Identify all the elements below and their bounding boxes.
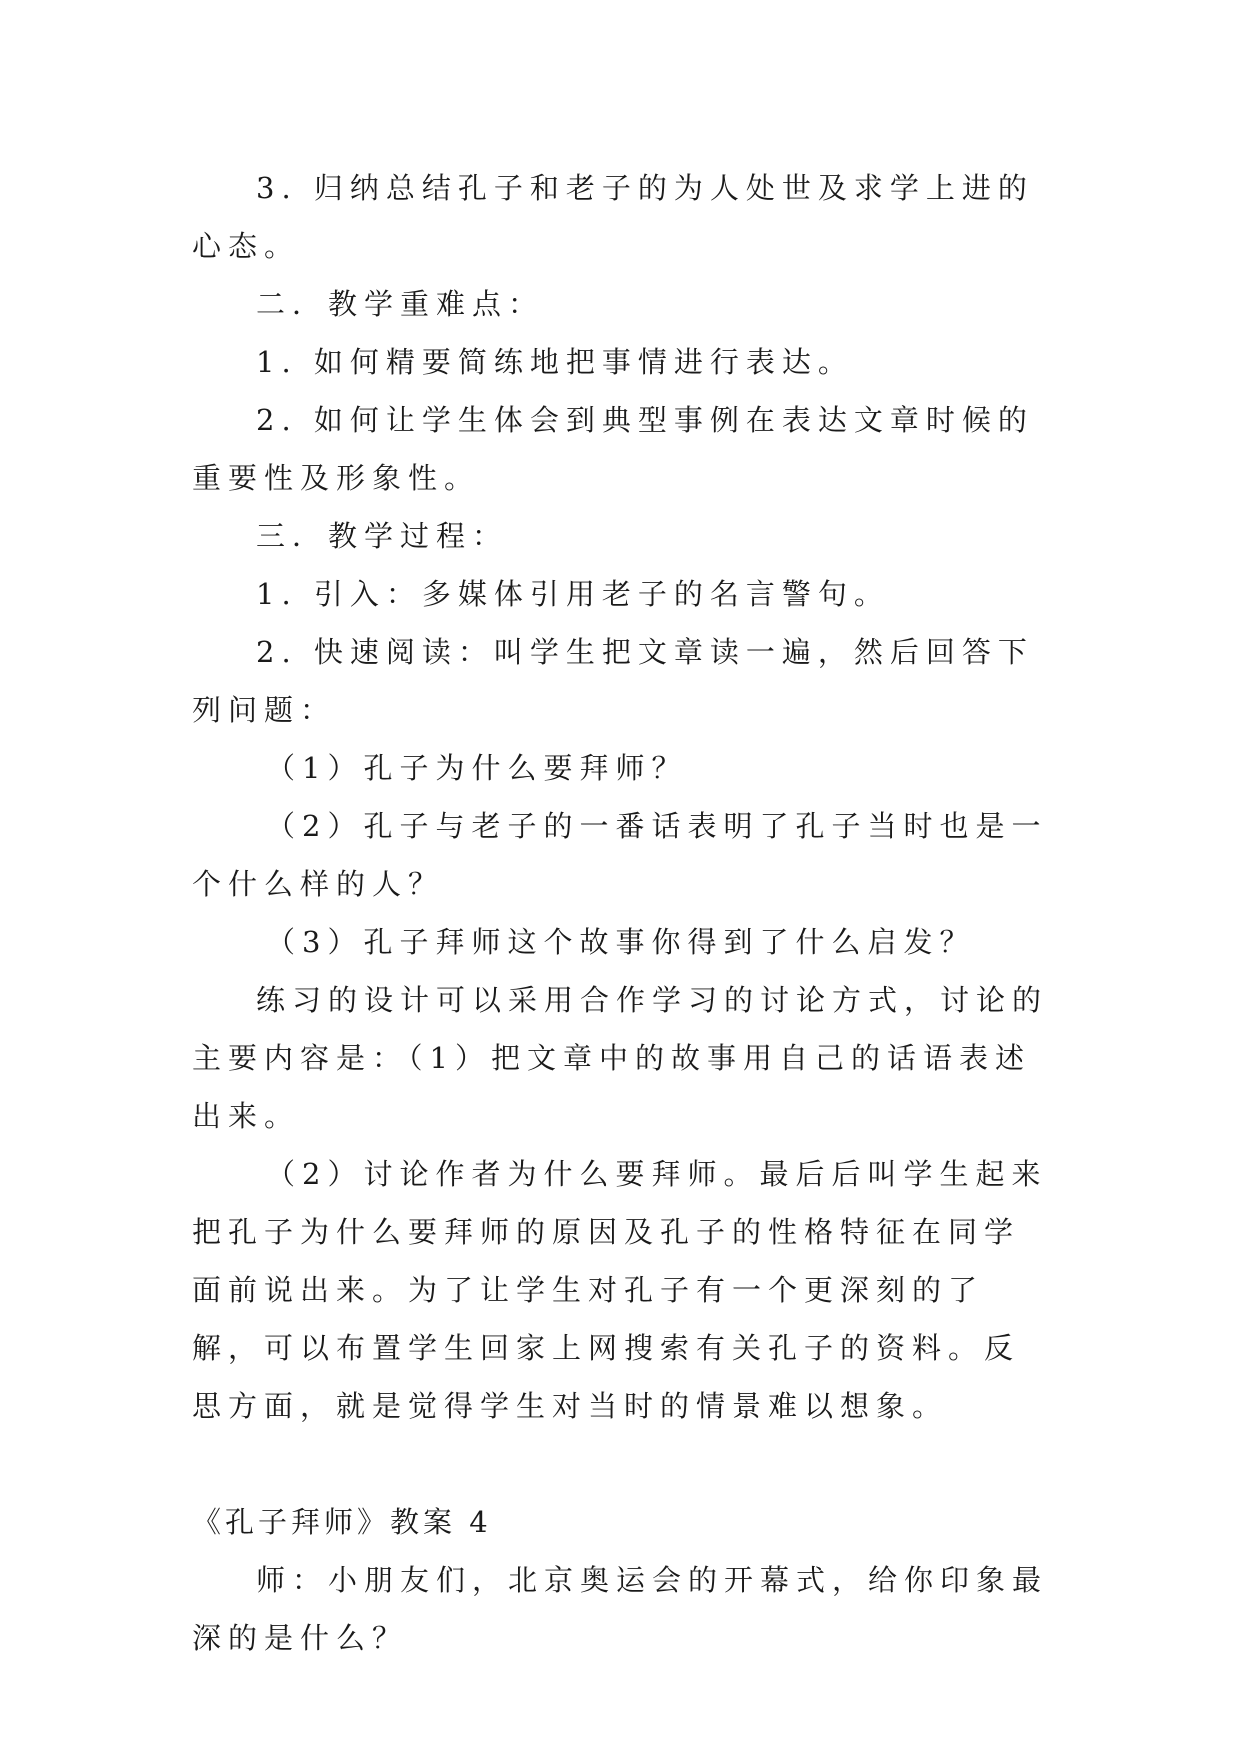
document-body bbox=[192, 159, 1052, 1667]
paragraph-process-1: 1. 引入：多媒体引用老子的名言警句。 bbox=[256, 577, 890, 611]
question-3: （3）孔子拜师这个故事你得到了什么启发？ bbox=[266, 925, 976, 959]
paragraph-key-point-2: 2. 如何让学生体会到典型事例在表达文章时候的重要性及形象性。 bbox=[192, 403, 1034, 495]
question-1: （1）孔子为什么要拜师？ bbox=[266, 751, 688, 785]
paragraph-objective-3: 3. 归纳总结孔子和老子的为人处世及求学上进的心态。 bbox=[192, 171, 1034, 263]
paragraph-exercise-design: 练习的设计可以采用合作学习的讨论方式，讨论的主要内容是：（1）把文章中的故事用自己的话语表述出来。 bbox=[192, 983, 1049, 1133]
paragraph-teacher-question: 师：小朋友们，北京奥运会的开幕式，给你印象最深的是什么？ bbox=[192, 1563, 1049, 1655]
section-gap bbox=[192, 1435, 1052, 1493]
heading-key-points: 二．教学重难点： bbox=[256, 287, 545, 321]
section-title: 《孔子拜师》教案 4 bbox=[192, 1505, 492, 1539]
paragraph-key-point-1: 1. 如何精要简练地把事情进行表达。 bbox=[256, 345, 854, 379]
paragraph-process-2: 2. 快速阅读：叫学生把文章读一遍，然后回答下列问题： bbox=[192, 635, 1034, 727]
paragraph-discussion: （2）讨论作者为什么要拜师。最后后叫学生起来把孔子为什么要拜师的原因及孔子的性格特征在同学面前说出来。为了让学生对孔子有一个更深刻的了解，可以布置学生回家上网搜索有关孔子的资料。反思方面，就是觉得学生对当时的情景难以想象。 bbox=[192, 1157, 1048, 1423]
heading-teaching-process: 三．教学过程： bbox=[256, 519, 509, 553]
question-2: （2）孔子与老子的一番话表明了孔子当时也是一个什么样的人？ bbox=[192, 809, 1048, 901]
